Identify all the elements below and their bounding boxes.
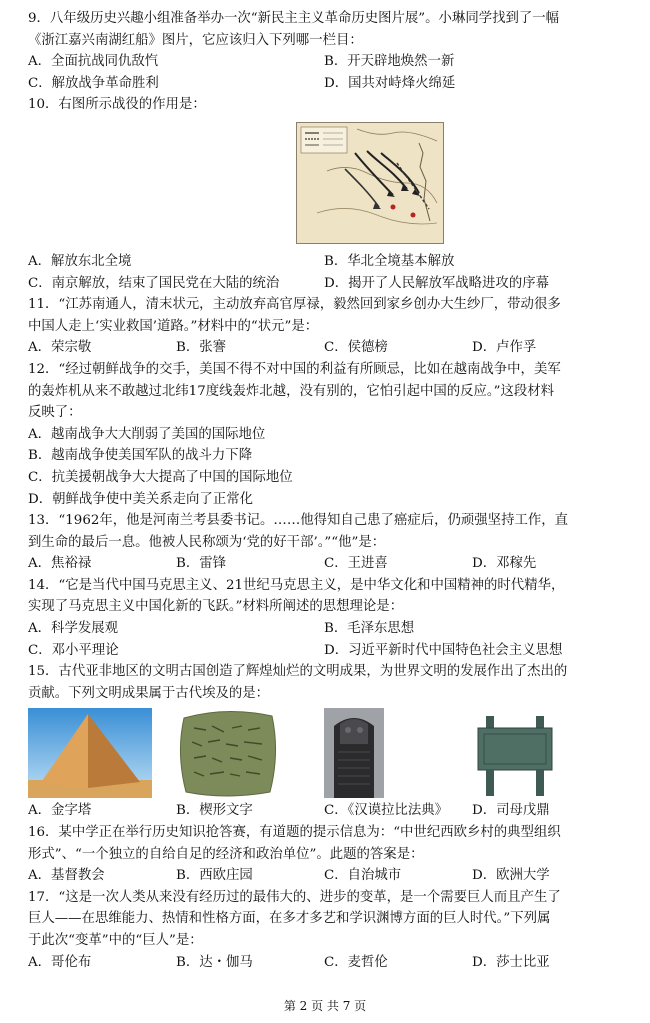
question-stem: 15．古代亚非地区的文明古国创造了辉煌灿烂的文明成果，为世界文明的发展作出了杰出的 bbox=[28, 664, 568, 680]
option-a: A．哥伦布 bbox=[28, 954, 92, 970]
option-b: B．开天辟地焕然一新 bbox=[324, 54, 455, 70]
question-stem: 贡献。下列文明成果属于古代埃及的是： bbox=[28, 685, 270, 701]
option-d: D．朝鲜战争使中美关系走向了正常化 bbox=[28, 491, 253, 507]
pyramid-image bbox=[28, 708, 152, 798]
option-c: C．自治城市 bbox=[324, 868, 402, 884]
question-stem: 的轰炸机从来不敢越过北纬17度线轰炸北越，没有别的，它怕引起中国的反应。”这段材料 bbox=[28, 383, 555, 399]
battle-map-image bbox=[296, 122, 444, 244]
option-a: A．全面抗战同仇敌忾 bbox=[28, 54, 159, 70]
battle-map-icon bbox=[297, 123, 443, 243]
option-d: D．欧洲大学 bbox=[472, 868, 550, 884]
option-b: B．毛泽东思想 bbox=[324, 621, 415, 637]
question-15 bbox=[28, 661, 628, 822]
question-13 bbox=[28, 510, 628, 575]
option-c: C．邓小平理论 bbox=[28, 642, 119, 658]
option-d: D．司母戊鼎 bbox=[472, 803, 550, 819]
option-b: B．越南战争使美国军队的战斗力下降 bbox=[28, 448, 253, 464]
option-c: C．麦哲伦 bbox=[324, 954, 388, 970]
question-stem: 实现了马克思主义中国化新的飞跃。”材料所阐述的思想理论是： bbox=[28, 599, 404, 615]
option-a: A．焦裕禄 bbox=[28, 556, 92, 572]
option-a: A．基督教会 bbox=[28, 868, 105, 884]
question-stem: 17．“这是一次人类从来没有经历过的最伟大的、进步的变革，是一个需要巨人而且产生了 bbox=[28, 889, 561, 905]
question-stem: 反映了： bbox=[28, 405, 82, 421]
question-stem: 形式”、“一个独立的自给自足的经济和政治单位”。此题的答案是： bbox=[28, 846, 424, 862]
question-stem: 9．八年级历史兴趣小组准备举办一次“新民主主义革命历史图片展”。小琳同学找到了一幅 bbox=[28, 11, 560, 26]
option-d: D．习近平新时代中国特色社会主义思想 bbox=[324, 642, 563, 658]
option-a: A．金字塔 bbox=[28, 803, 92, 819]
question-9 bbox=[28, 8, 628, 94]
question-14 bbox=[28, 575, 628, 661]
option-d: D．揭开了人民解放军战略进攻的序幕 bbox=[324, 275, 549, 291]
option-c: C．抗美援朝战争大大提高了中国的国际地位 bbox=[28, 469, 293, 485]
question-11 bbox=[28, 294, 628, 359]
option-c: C．王进喜 bbox=[324, 556, 388, 572]
question-stem: 16．某中学正在举行历史知识抢答赛，有道题的提示信息为：“中世纪西欧乡村的典型组织 bbox=[28, 825, 561, 841]
question-16 bbox=[28, 822, 628, 887]
option-c: C．《汉谟拉比法典》 bbox=[324, 803, 449, 819]
cuneiform-tablet-image bbox=[176, 708, 280, 798]
question-stem: 《浙江嘉兴南湖红船》图片，它应该归入下列哪一栏目： bbox=[28, 32, 363, 48]
option-b: B．西欧庄园 bbox=[176, 868, 253, 884]
option-a: A．解放东北全境 bbox=[28, 253, 132, 269]
option-c: C．解放战争革命胜利 bbox=[28, 75, 159, 91]
question-stem: 14．“它是当代中国马克思主义、21世纪马克思主义，是中华文化和中国精神的时代精华， bbox=[28, 577, 565, 593]
option-a: A．荣宗敬 bbox=[28, 340, 92, 356]
question-stem: 于此次“变革”中的“巨人”是： bbox=[28, 933, 203, 948]
question-10 bbox=[28, 94, 628, 294]
question-stem: 12．“经过朝鲜战争的交手，美国不得不对中国的利益有所顾忌，比如在越南战争中，美军 bbox=[28, 361, 561, 377]
option-a: A．科学发展观 bbox=[28, 621, 119, 637]
code-of-hammurabi-image bbox=[324, 708, 384, 798]
option-c: C．南京解放，结束了国民党在大陆的统治 bbox=[28, 275, 280, 291]
option-d: D．邓稼先 bbox=[472, 556, 537, 572]
page-number: 第 2 页 共 7 页 bbox=[283, 999, 367, 1013]
option-d: D．国共对峙烽火绵延 bbox=[324, 75, 456, 91]
option-a: A．越南战争大大削弱了美国的国际地位 bbox=[28, 426, 266, 442]
question-stem: 中国人走上‘实业救国’道路。”材料中的“状元”是： bbox=[28, 318, 319, 334]
option-b: B．雷锋 bbox=[176, 556, 227, 572]
option-b: B．楔形文字 bbox=[176, 803, 253, 819]
option-d: D．卢作孚 bbox=[472, 340, 537, 356]
option-b: B．张謇 bbox=[176, 340, 227, 356]
question-stem: 到生命的最后一息。他被人民称颂为‘党的好干部’。”“他”是： bbox=[28, 534, 386, 550]
question-stem: 10．右图所示战役的作用是： bbox=[28, 97, 206, 113]
question-17 bbox=[28, 887, 628, 973]
option-b: B．华北全境基本解放 bbox=[324, 253, 455, 269]
question-stem: 11．“江苏南通人，清末状元，主动放弃高官厚禄，毅然回到家乡创办大生纱厂，带动很多 bbox=[28, 297, 561, 313]
simuwu-ding-image bbox=[472, 712, 558, 798]
question-stem: 13．“1962年，他是河南兰考县委书记。……他得知自己患了癌症后，仍顽强坚持工作，直 bbox=[28, 513, 569, 529]
question-stem: 巨人——在思维能力、热情和性格方面，在多才多艺和学识渊博方面的巨人时代。”下列属 bbox=[28, 911, 551, 927]
option-b: B．达・伽马 bbox=[176, 954, 253, 970]
option-d: D．莎士比亚 bbox=[472, 954, 550, 970]
option-c: C．侯德榜 bbox=[324, 340, 388, 356]
question-12 bbox=[28, 359, 628, 510]
